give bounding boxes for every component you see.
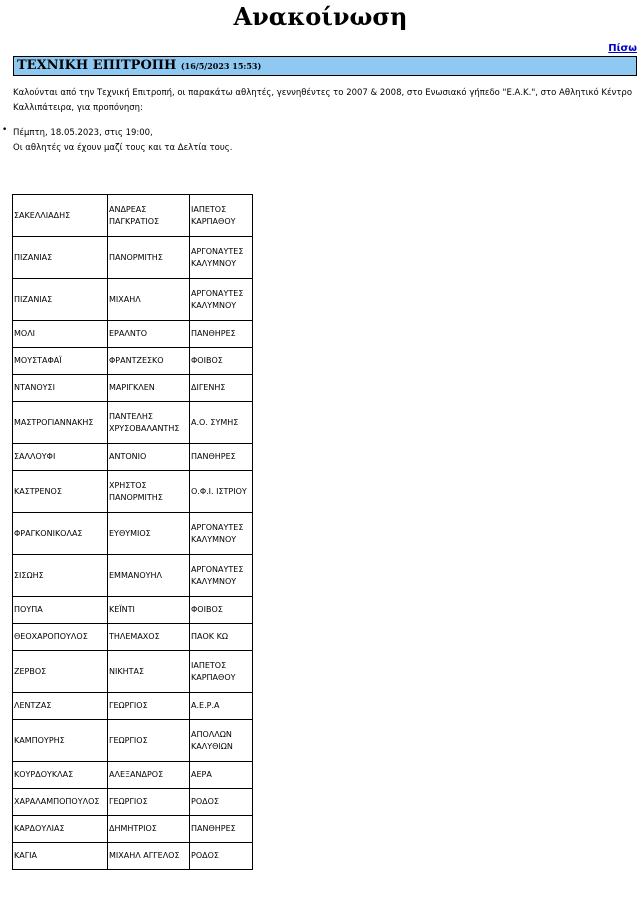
club-cell: ΑΡΓΟΝΑΥΤΕΣ ΚΑΛΥΜΝΟΥ [190, 237, 253, 279]
first-name-cell: ΝΙΚΗΤΑΣ [108, 651, 190, 693]
table-row [13, 816, 253, 843]
page-title: Ανακοίνωση [233, 2, 408, 31]
banner-date: (16/5/2023 15:53) [180, 61, 262, 71]
club-cell: Α.Ο. ΣΥΜΗΣ [190, 402, 253, 444]
first-name-cell: ΕΡΑΛΝΤΟ [108, 321, 190, 348]
roster-table [12, 194, 253, 870]
club-cell: ΔΙΓΕΝΗΣ [190, 375, 253, 402]
surname-cell: ΜΟΥΣΤΑΦΑΪ [13, 348, 108, 375]
first-name-cell: ΠΑΝΤΕΛΗΣ ΧΡΥΣΟΒΑΛΑΝΤΗΣ [108, 402, 190, 444]
surname-cell: ΚΟΥΡΔΟΥΚΛΑΣ [13, 762, 108, 789]
surname-cell: ΚΑΡΔΟΥΛΙΑΣ [13, 816, 108, 843]
club-cell: ΦΟΙΒΟΣ [190, 348, 253, 375]
first-name-cell: ΑΝΔΡΕΑΣ ΠΑΓΚΡΑΤΙΟΣ [108, 195, 190, 237]
table-row [13, 843, 253, 870]
club-cell: ΠΑΝΘΗΡΕΣ [190, 444, 253, 471]
surname-cell: ΣΑΛΛΟΥΦΙ [13, 444, 108, 471]
first-name-cell: ΔΗΜΗΤΡΙΟΣ [108, 816, 190, 843]
table-row [13, 279, 253, 321]
club-cell: ΦΟΙΒΟΣ [190, 597, 253, 624]
surname-cell: ΜΟΛΙ [13, 321, 108, 348]
club-cell: ΑΡΓΟΝΑΥΤΕΣ ΚΑΛΥΜΝΟΥ [190, 279, 253, 321]
surname-cell: ΣΑΚΕΛΛΙΑΔΗΣ [13, 195, 108, 237]
club-cell: Ο.Φ.Ι. ΙΣΤΡΙΟΥ [190, 471, 253, 513]
first-name-cell: ΦΡΑΝΤΖΕΣΚΟ [108, 348, 190, 375]
table-row [13, 348, 253, 375]
surname-cell: ΜΑΣΤΡΟΓΙΑΝΝΑΚΗΣ [13, 402, 108, 444]
table-row [13, 513, 253, 555]
intro-text: Καλούνται από την Τεχνική Επιτροπή, οι παρακάτω αθλητές, γεννηθέντες το 2007 & 2008, στο Ενωσιακό γήπεδο "Ε.Α.Κ.", στο Αθλητικό Κέντρο Καλλιπάτειρα, για προπόνηση: [13, 88, 633, 113]
table-row [13, 195, 253, 237]
documents-note: Οι αθλητές να έχουν μαζί τους και τα Δελτία τους. [13, 143, 233, 153]
table-row [13, 237, 253, 279]
bullet-icon: • [2, 125, 8, 135]
surname-cell: ΚΑΜΠΟΥΡΗΣ [13, 720, 108, 762]
club-cell: ΠΑΟΚ ΚΩ [190, 624, 253, 651]
banner-title: ΤΕΧΝΙΚΗ ΕΠΙΤΡΟΠΗ [17, 58, 177, 73]
club-cell: ΑΠΟΛΛΩΝ ΚΑΛΥΘΙΩΝ [190, 720, 253, 762]
club-cell: ΠΑΝΘΗΡΕΣ [190, 816, 253, 843]
first-name-cell: ΓΕΩΡΓΙΟΣ [108, 720, 190, 762]
club-cell: ΡΟΔΟΣ [190, 789, 253, 816]
surname-cell: ΧΑΡΑΛΑΜΠΟΠΟΥΛΟΣ [13, 789, 108, 816]
table-row [13, 375, 253, 402]
table-row [13, 720, 253, 762]
table-row [13, 402, 253, 444]
table-row [13, 651, 253, 693]
table-row [13, 444, 253, 471]
first-name-cell: ΚΕΪΝΤΙ [108, 597, 190, 624]
first-name-cell: ΕΜΜΑΝΟΥΗΛ [108, 555, 190, 597]
surname-cell: ΦΡΑΓΚΟΝΙΚΟΛΑΣ [13, 513, 108, 555]
surname-cell: ΚΑΓΙΑ [13, 843, 108, 870]
table-row [13, 471, 253, 513]
surname-cell: ΛΕΝΤΖΑΣ [13, 693, 108, 720]
surname-cell: ΝΤΑΝΟΥΣΙ [13, 375, 108, 402]
first-name-cell: ΜΙΧΑΗΛ [108, 279, 190, 321]
table-row [13, 321, 253, 348]
surname-cell: ΠΙΖΑΝΙΑΣ [13, 237, 108, 279]
surname-cell: ΠΟΥΠΑ [13, 597, 108, 624]
first-name-cell: ΧΡΗΣΤΟΣ ΠΑΝΟΡΜΙΤΗΣ [108, 471, 190, 513]
first-name-cell: ΓΕΩΡΓΙΟΣ [108, 693, 190, 720]
club-cell: ΑΡΓΟΝΑΥΤΕΣ ΚΑΛΥΜΝΟΥ [190, 555, 253, 597]
club-cell: ΑΡΓΟΝΑΥΤΕΣ ΚΑΛΥΜΝΟΥ [190, 513, 253, 555]
table-row [13, 789, 253, 816]
table-row [13, 624, 253, 651]
club-cell: ΠΑΝΘΗΡΕΣ [190, 321, 253, 348]
table-row [13, 693, 253, 720]
first-name-cell: ΤΗΛΕΜΑΧΟΣ [108, 624, 190, 651]
surname-cell: ΠΙΖΑΝΙΑΣ [13, 279, 108, 321]
club-cell: ΙΑΠΕΤΟΣ ΚΑΡΠΑΘΟΥ [190, 651, 253, 693]
surname-cell: ΣΙΣΩΗΣ [13, 555, 108, 597]
first-name-cell: ΑΛΕΞΑΝΔΡΟΣ [108, 762, 190, 789]
surname-cell: ΚΑΣΤΡΕΝΟΣ [13, 471, 108, 513]
first-name-cell: ΜΙΧΑΗΛ ΑΓΓΕΛΟΣ [108, 843, 190, 870]
banner-heading [17, 58, 261, 74]
table-row [13, 597, 253, 624]
first-name-cell: ΕΥΘΥΜΙΟΣ [108, 513, 190, 555]
club-cell: ΙΑΠΕΤΟΣ ΚΑΡΠΑΘΟΥ [190, 195, 253, 237]
first-name-cell: ΓΕΩΡΓΙΟΣ [108, 789, 190, 816]
surname-cell: ΘΕΟΧΑΡΟΠΟΥΛΟΣ [13, 624, 108, 651]
training-date: Πέμπτη, 18.05.2023, στις 19:00, [13, 128, 153, 138]
first-name-cell: ΜΑΡΙΓΚΛΕΝ [108, 375, 190, 402]
club-cell: Α.Ε.Ρ.Α [190, 693, 253, 720]
table-row [13, 555, 253, 597]
surname-cell: ΖΕΡΒΟΣ [13, 651, 108, 693]
table-row [13, 762, 253, 789]
club-cell: ΡΟΔΟΣ [190, 843, 253, 870]
first-name-cell: ΠΑΝΟΡΜΙΤΗΣ [108, 237, 190, 279]
section-banner [13, 56, 637, 76]
first-name-cell: ΑΝΤΟΝΙΟ [108, 444, 190, 471]
club-cell: ΑΕΡΑ [190, 762, 253, 789]
back-link[interactable]: Πίσω [608, 43, 637, 54]
roster-body [13, 195, 253, 870]
